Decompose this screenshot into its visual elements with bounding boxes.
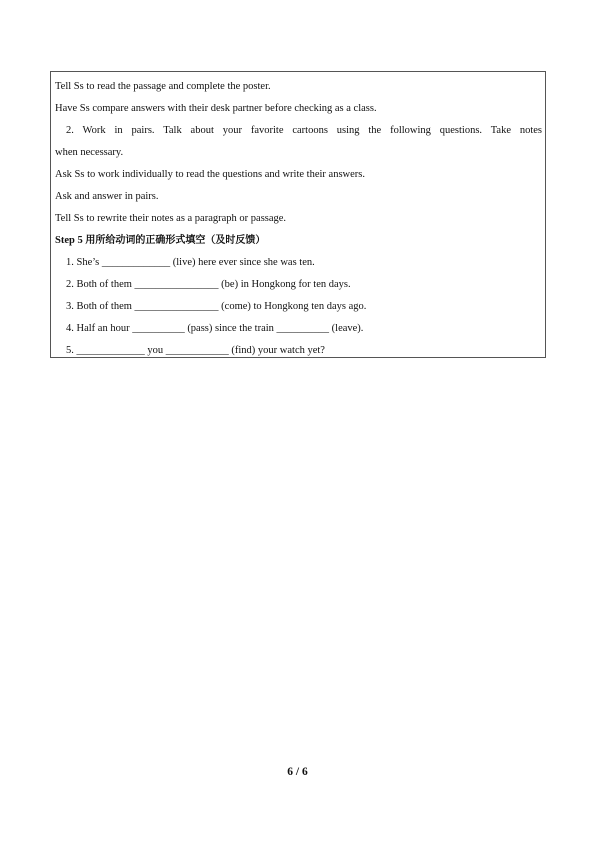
pair-work-line-continued: when necessary. (55, 147, 124, 158)
exercise-item: 4. Half an hour __________ (pass) since the train __________ (leave). (66, 323, 364, 334)
instruction-line: Have Ss compare answers with their desk partner before checking as a class. (55, 103, 377, 114)
instruction-line: Tell Ss to read the passage and complete the poster. (55, 81, 271, 92)
step-label: Step 5 (55, 235, 83, 246)
pair-work-line: 2. Work in pairs. Talk about your favorite cartoons using the following questions. Take notes (66, 125, 542, 136)
instruction-line: Ask Ss to work individually to read the questions and write their answers. (55, 169, 365, 180)
exercise-item: 5. _____________ you ____________ (find) your watch yet? (66, 345, 325, 356)
page-number: 6 / 6 (287, 766, 308, 778)
step-heading (55, 234, 265, 247)
exercise-item: 3. Both of them ________________ (come) to Hongkong ten days ago. (66, 301, 367, 312)
instruction-line: Ask and answer in pairs. (55, 191, 159, 202)
exercise-item: 2. Both of them ________________ (be) in Hongkong for ten days. (66, 279, 351, 290)
exercise-item: 1. She’s _____________ (live) here ever since she was ten. (66, 257, 315, 268)
step-title: 用所给动词的正确形式填空（及时反馈） (85, 235, 266, 246)
instruction-line: Tell Ss to rewrite their notes as a paragraph or passage. (55, 213, 287, 224)
